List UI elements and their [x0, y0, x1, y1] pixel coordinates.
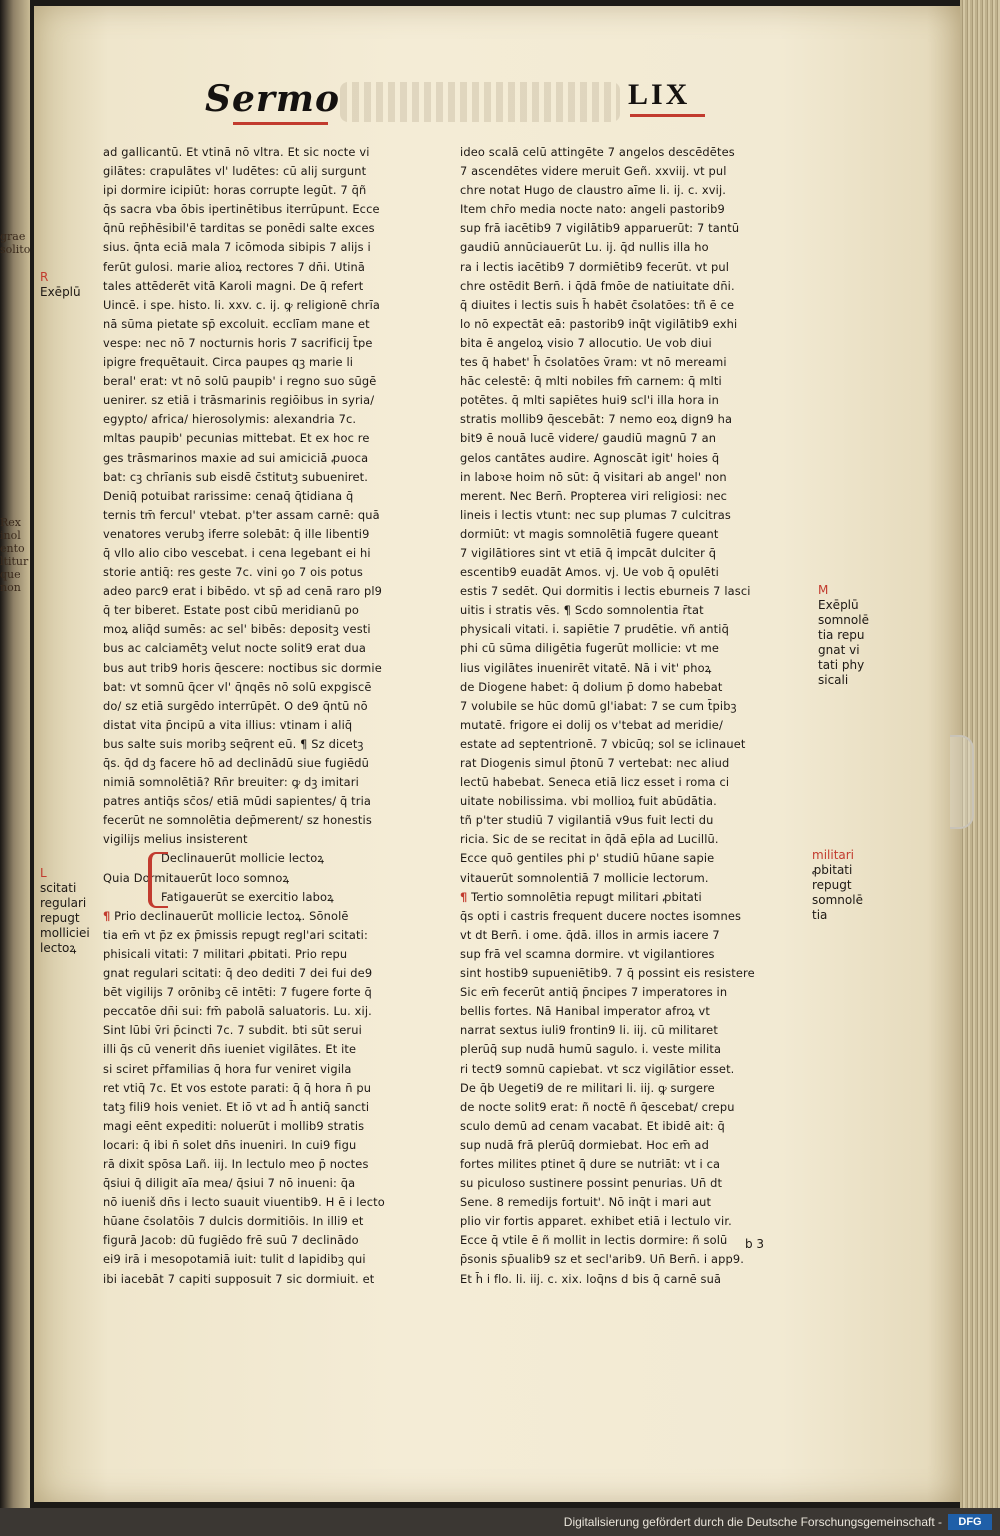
left-column-line: Deniq̄ potuibat rarissime: cenaq̄ q̄tidiana q̄	[103, 488, 354, 503]
left-column-line: storie antiq̄: res geste 7c. vini ꝯo 7 ois potus	[103, 565, 363, 580]
right-column-line: Sene. 8 remedijs fortuit'. Nō inq̄t i mari aut	[460, 1195, 712, 1210]
right-column-line: lectū habebat. Seneca etiā licz esset i roma ci	[460, 775, 730, 790]
margin-note-text: militari	[812, 848, 855, 862]
margin-note-text: molliciei	[40, 926, 90, 940]
right-column-line: 7 ascendētes videre meruit Geñ. xxviij. vt pul	[460, 164, 727, 179]
left-column-continued-line: ei9 irā i mesopotamiā iuit: tulit d lapidibꝫ qui	[103, 1252, 366, 1267]
verse-line: Quia Dormitauerūt loco somnoꝝ	[103, 870, 290, 885]
margin-note-exemplum-right	[818, 583, 869, 688]
running-head-right	[628, 78, 748, 128]
left-column-continued-line: illi q̄s cū venerit dn̄s iueniet vigilātes. Et ite	[103, 1042, 357, 1057]
previous-page-fragment	[0, 412, 34, 425]
right-column-line: hāc celestē: q̄ mlti nobiles fm̄ carnem: q̄ mlti	[460, 374, 722, 389]
binding-tab	[950, 735, 974, 829]
left-column-continued-line: si sciret pr̄familias q̄ hora fur veniret vigila	[103, 1061, 352, 1076]
previous-page-fragment	[0, 438, 34, 451]
verse-block	[103, 849, 455, 906]
margin-note-text: somnolē	[812, 893, 863, 907]
left-column-line: fecerūt ne somnolētia dep̄merent/ sz honestis	[103, 813, 372, 828]
right-column-line: tes q̄ habet' h̄ c̄solatōes v̄ram: vt nō mereami	[460, 355, 727, 370]
left-column-continued-line: phisicali vitati: 7 militari ꝓbitati. Prio repu	[103, 946, 348, 961]
verse-line: Declinauerūt mollicie lectoꝝ	[161, 851, 325, 866]
right-column-line: Ecce q̄ vtile ē ñ mollit in lectis dormire: ñ solū	[460, 1233, 728, 1248]
right-column-line: su piculoso sustinere possint penurias. Un̄ dt	[460, 1176, 723, 1191]
right-column-line: de nocte solit9 erat: ñ noctē ñ q̄escebat/ crepu	[460, 1099, 735, 1114]
left-column-continued-line: ¶ Prio declinauerūt mollicie lectoꝝ. Sōnolē	[103, 908, 349, 923]
left-column-continued-line: magi eēnt expediti: noluerūt i mollib9 stratis	[103, 1118, 365, 1133]
right-column-line: sup frā vel scamna dormire. vt vigilantiores	[460, 946, 715, 961]
margin-note-text: ꝓbitati	[812, 863, 853, 877]
signature-mark: b 3	[745, 1237, 765, 1251]
margin-note-text: gnat vi	[818, 643, 860, 657]
previous-page-fragment: grae	[0, 230, 26, 243]
previous-page-fragment	[0, 451, 34, 464]
previous-page-fragment: Rex	[0, 516, 21, 529]
previous-page-fragment	[0, 425, 34, 438]
right-column-line: Item chr̄o media nocte nato: angeli pastorib9	[460, 202, 725, 217]
previous-page-fragments	[0, 230, 34, 1130]
left-column-line: patres antiq̄s sc̄os/ etiā mūdi sapientes/ q̄ tria	[103, 794, 372, 809]
left-column-lines	[103, 143, 455, 849]
left-column-line: ipigre frequētauit. Circa paupes qꝫ marie li	[103, 355, 354, 370]
right-column-line: dormiūt: vt magis somnolētiā fugere queant	[460, 526, 719, 541]
running-head-sermo: Sermo	[205, 78, 340, 120]
right-text-column	[460, 143, 812, 1289]
right-column-line: narrat sextus iuli9 frontin9 li. iij. cū militaret	[460, 1023, 718, 1038]
previous-page-fragment	[0, 386, 34, 399]
previous-page-fragment	[0, 256, 34, 269]
right-column-line: fortes milites ptinet q̄ dure se nutriāt: vt i ca	[460, 1156, 721, 1171]
left-column-continued-line: q̄siui q̄ diligit aīa mea/ q̄siui 7 nō inueni: q̄a	[103, 1176, 356, 1191]
right-column-line: sculo demū ad cenam vacabat. Et ibidē ait: q̄	[460, 1118, 725, 1133]
left-text-column	[103, 143, 455, 1289]
margin-note-text: repugt	[812, 878, 852, 892]
left-column-line: ad gallicantū. Et vtinā nō vltra. Et sic nocte vi	[103, 145, 370, 159]
right-column-line: stratis mollib9 q̄escebāt: 7 nemo eoꝝ dign9 ha	[460, 412, 733, 427]
margin-note-text: lectoꝝ	[40, 941, 77, 955]
previous-page-fragment	[0, 308, 34, 321]
right-column-line: 7 vigilātiores sint vt etiā q̄ impcāt dulciter q̄	[460, 545, 717, 560]
left-column-line: beral' erat: vt nō solū paupib' i regno suo sūgē	[103, 374, 377, 389]
left-column-line: adeo parc9 erat i bibēdo. vt sp̄ ad cenā raro pl9	[103, 584, 383, 599]
previous-page-fragment	[0, 490, 34, 503]
right-column-line: estis 7 sedēt. Qui dormitis i lectis eburneis 7 lasci	[460, 584, 751, 599]
right-column-line: ricia. Sic de se recitat in q̄dā ep̄la ad Lucillū.	[460, 832, 719, 847]
left-column-line: ges trāsmarinos maxie ad sui amiciciā ꝓuoca	[103, 450, 369, 465]
margin-note-text: repugt	[40, 911, 80, 925]
right-column-line: vitauerūt somnolentiā 7 mollicie lectorum.	[460, 870, 709, 885]
digitization-footer	[0, 1508, 1000, 1536]
left-column-continued-line: peccatōe dn̄i sui: fm̄ pabolā saluatoris. Lu. xij.	[103, 1004, 372, 1019]
right-column-line: de Diogene habet: q̄ dolium p̄ domo habebat	[460, 679, 723, 694]
right-column-line: mutatē. frigore ei dolij os v'tebat ad meridie/	[460, 717, 723, 732]
margin-note-text: scitati	[40, 881, 77, 895]
margin-note-text: Exēplū	[40, 285, 81, 299]
previous-page-fragment	[0, 360, 34, 373]
left-column-continued-line: figurā Jacob: dū fugiēdo frē suū 7 declinādo	[103, 1233, 359, 1248]
running-head-left	[205, 78, 405, 128]
verse-brace	[148, 852, 168, 908]
right-column-line: in laboꝛe hoim nō sūt: q̄ visitari ab angel' non	[460, 469, 727, 484]
left-column-line: bus ac calciamētꝫ velut nocte solit9 erat dua	[103, 641, 366, 656]
left-column-line: venatores verubꝫ iferre solebāt: q̄ ille libenti9	[103, 526, 370, 541]
previous-page-fragment: inol	[0, 529, 21, 542]
left-column-line: vigilijs melius insisterent	[103, 832, 248, 847]
previous-page-fragment: non	[0, 581, 21, 594]
right-column-line: lineis i lectis vtunt: nec sup plumas 7 culcitras	[460, 507, 731, 522]
left-column-continued-line: bēt vigilijs 7 orōnibꝫ cē intēti: 7 fugere forte q̄	[103, 985, 372, 1000]
rubric-rule-left	[233, 122, 328, 125]
left-column-line: ternis tm̄ fercul' vtebat. p'ter assam carnē: quā	[103, 507, 380, 522]
margin-note-text: tia	[812, 908, 828, 922]
left-column-lines-continued	[103, 907, 455, 1289]
margin-note-text: tia repu	[818, 628, 865, 642]
previous-page-fragment	[0, 373, 34, 386]
right-column-line: uitate nobilissima. vbi mollioꝝ fuit abūdātia.	[460, 794, 717, 809]
left-column-continued-line: ret vtiq̄ 7c. Et vos estote parati: q̄ q̄ hora n̄ pu	[103, 1080, 372, 1095]
pilcrow-mark: ¶	[103, 908, 111, 923]
right-column-line: merent. Nec Bern̄. Propterea viri religiosi: nec	[460, 488, 728, 503]
left-column-line: q̄ ter biberet. Estate post cibū meridianū po	[103, 603, 359, 618]
left-column-line: gilātes: crapulātes vl' ludētes: cū alij surgunt	[103, 164, 367, 179]
right-column-line: plerūq̄ sup nudā humū sagulo. i. veste milita	[460, 1042, 722, 1057]
right-column-line: plio vir fortis apparet. exhibet etiā i lectulo vir.	[460, 1214, 732, 1229]
previous-page-fragment: que	[0, 568, 21, 581]
previous-page-fragment	[0, 334, 34, 347]
right-column-line: ideo scalā celū attingēte 7 angelos descēdētes	[460, 145, 735, 159]
right-column-line: ra i lectis iacētib9 7 dormiētib9 fecerūt. vt pul	[460, 259, 730, 274]
left-column-continued-line: tatꝫ fili9 hois veniet. Et iō vt ad h̄ antiq̄ sancti	[103, 1099, 370, 1114]
left-column-line: bus aut trib9 horis q̄escere: noctibus sic dormie	[103, 660, 382, 675]
left-column-line: bat: cꝫ chrīanis sub eisdē c̄stitutꝫ subueniret.	[103, 469, 369, 484]
previous-page-fragment	[0, 347, 34, 360]
previous-page-fragment	[0, 282, 34, 295]
right-column-line: gaudiū annūciauerūt Lu. ij. q̄d nullis illa ho	[460, 240, 709, 255]
right-column-line: vt dt Bern̄. i ome. q̄dā. illos in armis iacere 7	[460, 927, 720, 942]
left-column-line: sius. q̄nta eciā mala 7 icōmoda sibipis 7 alijs i	[103, 240, 371, 255]
previous-page-fragment	[0, 503, 34, 516]
left-column-line: q̄nū rep̄hēsibil'ē tarditas se ponēdi salte exces	[103, 221, 375, 236]
margin-note-exemplum-left	[40, 270, 81, 300]
left-column-line: q̄ vllo alio cibo vescebat. i cena legebant ei hi	[103, 545, 371, 560]
left-column-line: egypto/ africa/ hierosolymis: alexandria 7c.	[103, 412, 357, 427]
previous-page-fragment: ento	[0, 542, 25, 555]
previous-page-fragment: ltitur	[0, 555, 29, 568]
folio-number: LIX	[628, 78, 691, 111]
right-column-line: chre notat Hugo de claustro aīme li. ij. c. xvij.	[460, 183, 727, 198]
previous-page-fragment	[0, 477, 34, 490]
right-column-line: physicali vitati. i. sapiētie 7 prudētie. vñ antiq̄	[460, 622, 729, 637]
right-column-line: p̄sonis sp̄ualib9 sz et secl'arib9. Un̄ Bern̄. i app9.	[460, 1252, 745, 1267]
right-column-line: phi cū sūma diligētia fugerūt mollicie: vt me	[460, 641, 719, 656]
rubric-rule-right	[630, 114, 705, 117]
margin-note-text: M	[818, 583, 829, 597]
left-column-line: bat: vt somnū q̄cer vl' q̄nqēs nō solū expgiscē	[103, 679, 372, 694]
right-column-line: lo nō expectāt eā: pastorib9 inq̄t vigilātib9 exhi	[460, 316, 738, 331]
right-column-line: Ecce quō gentiles phi p' studiū hūane sapie	[460, 851, 715, 866]
right-column-lines	[460, 143, 812, 1289]
left-column-line: tales attēderēt vitā Karoli magni. De q̄ refert	[103, 278, 364, 293]
previous-page-fragment	[0, 399, 34, 412]
left-column-line: q̄s sacra vba ōbis ipertinētibus iterrūpunt. Ecce	[103, 202, 380, 217]
left-column-line: moꝝ aliq̄d sumēs: ac sel' bibēs: depositꝫ vesti	[103, 622, 371, 637]
previous-page-fragment	[0, 269, 34, 282]
right-column-line: De q̄b Uegeti9 de re militari li. iij. ꝙ surgere	[460, 1080, 715, 1095]
right-column-line: ri tect9 somnū capiebat. vt scz vigilātior esset.	[460, 1061, 735, 1076]
left-column-line: do/ sz etiā surgēdo interrūpēt. O de9 q̄ntū nō	[103, 698, 368, 713]
margin-note-text: R	[40, 270, 49, 284]
left-column-continued-line: Sint lūbi v̄ri p̄cincti 7c. 7 subdit. bti sūt serui	[103, 1023, 362, 1038]
previous-page-fragment: solito	[0, 243, 31, 256]
left-column-line: ipi dormire icipiūt: horas corrupte legūt. 7 q̄ñ	[103, 183, 367, 198]
right-column-line: sup frā iacētib9 7 vigilātib9 apparuerūt: 7 tantū	[460, 221, 740, 236]
right-column-line: estate ad septentrionē. 7 vbicūq; sol se iclinauet	[460, 736, 746, 751]
footer-credit: Digitalisierung gefördert durch die Deutsche Forschungsgemeinschaft -	[563, 1515, 942, 1529]
right-column-line: bita ē angeloꝝ visio 7 allocutio. Ue vob diui	[460, 335, 712, 350]
margin-note-scitati	[40, 866, 90, 956]
left-column-continued-line: rā dixit spōsa Lañ. iij. In lectulo meo p̄ noctes	[103, 1156, 369, 1171]
right-column-line: sint hostib9 supueniētib9. 7 q̄ possint eis resistere	[460, 966, 755, 981]
left-column-continued-line: ibi iacebāt 7 capiti supposuit 7 sic dormiuit. et	[103, 1271, 375, 1286]
right-column-line: uitis i stratis vēs. ¶ Scdo somnolentia r̄tat	[460, 603, 704, 618]
left-column-line: uenirer. sz etiā i trāsmarinis regiōibus in syria/	[103, 393, 375, 408]
left-column-line: nimiā somnolētiā? Rn̄r breuiter: ꝙ dꝫ imitari	[103, 775, 359, 790]
left-column-continued-line: gnat regulari scitati: q̄ deo dediti 7 dei fui de9	[103, 966, 373, 981]
margin-note-text: Exēplū	[818, 598, 859, 612]
left-column-continued-line: nō iueniš dn̄s i lecto suauit viuentib9. H ē i lecto	[103, 1195, 385, 1210]
left-column-line: Uincē. i spe. histo. li. xxv. c. ij. ꝙ religionē chrīa	[103, 297, 381, 312]
right-column-line: 7 volubile se hūc domū gl'iabat: 7 se cum t̄pibꝫ	[460, 698, 737, 713]
left-column-line: mltas paupib' pecunias mittebat. Et ex hoc re	[103, 431, 370, 446]
right-column-line: tñ p'ter studiū 7 vigilantiā v9us fuit lecti du	[460, 813, 714, 828]
margin-note-text: L	[40, 866, 47, 880]
margin-note-text: sicali	[818, 673, 849, 687]
right-column-line: escentib9 euadāt Amos. vj. Ue vob q̄ opulēti	[460, 565, 719, 580]
right-column-line: bit9 ē nouā lucē videre/ gaudiū magnū 7 an	[460, 431, 717, 446]
left-column-continued-line: hūane c̄solatōis 7 dulcis dormitiōis. In illi9 et	[103, 1214, 364, 1229]
right-column-line: gelos cantātes audire. Agnoscāt igit' hoies q̄	[460, 450, 720, 465]
right-column-line: sup nudā frā plerūq̄ dormiebat. Hoc em̄ ad	[460, 1137, 709, 1152]
previous-page-fragment	[0, 464, 34, 477]
left-column-continued-line: tia em̄ vt p̄z ex p̄missis repugt regl'ari scitati:	[103, 927, 368, 942]
previous-page-fragment	[0, 295, 34, 308]
left-column-line: bus salte suis moribꝫ seq̄rent eū. ¶ Sz dicetꝫ	[103, 736, 364, 751]
margin-note-militari	[812, 848, 863, 923]
left-column-line: ferūt gulosi. marie alioꝝ rectores 7 dn̄i. Utinā	[103, 259, 366, 274]
left-column-line: nā sūma pietate sp̄ excoluit. ecclīam mane et	[103, 316, 370, 331]
right-column-line: bellis fortes. Nā Hanibal imperator afroꝝ vt	[460, 1004, 710, 1019]
right-column-line: Et h̄ i flo. li. iij. c. xix. loq̄ns d bis q̄ carnē suā	[460, 1271, 722, 1286]
margin-note-text: regulari	[40, 896, 87, 910]
margin-note-text: somnolē	[818, 613, 869, 627]
verse-line: Fatigauerūt se exercitio laboꝝ	[161, 889, 334, 904]
right-column-line: ¶ Tertio somnolētia repugt militari ꝓbitati	[460, 889, 702, 904]
previous-page-fragment	[0, 321, 34, 334]
left-column-line: vespe: nec nō 7 nocturnis horis 7 sacrificij t̄pe	[103, 335, 373, 350]
right-column-line: lius vigilātes inuenirēt vitatē. Nā i vit' phoꝝ	[460, 660, 712, 675]
right-column-line: q̄ diuites i lectis suis h̄ habēt c̄solatōes: tñ ē ce	[460, 297, 735, 312]
right-column-line: Sic em̄ fecerūt antiq̄ p̄ncipes 7 imperatores in	[460, 985, 728, 1000]
margin-note-text: tati phy	[818, 658, 865, 672]
left-column-line: distat vita p̄ncipū a vita illius: vtinam i aliq̄	[103, 717, 353, 732]
dfg-logo: DFG	[948, 1514, 992, 1530]
pilcrow-mark: ¶	[460, 889, 468, 904]
right-column-line: chre ostēdit Bern̄. i q̄dā fmōe de natiuitate dn̄i.	[460, 278, 735, 293]
left-column-line: q̄s. q̄d dꝫ facere hō ad declinādū siue fugiēdū	[103, 756, 370, 770]
left-column-continued-line: locari: q̄ ibi n̄ solet dn̄s inueniri. In cui9 figu	[103, 1137, 357, 1152]
right-column-line: q̄s opti i castris frequent ducere noctes isomnes	[460, 908, 742, 923]
right-column-line: potētes. q̄ mlti sapiētes hui9 scl'i illa hora in	[460, 393, 719, 408]
right-column-line: rat Diogenis simul p̄tonū 7 vertebat: nec aliud	[460, 756, 730, 770]
